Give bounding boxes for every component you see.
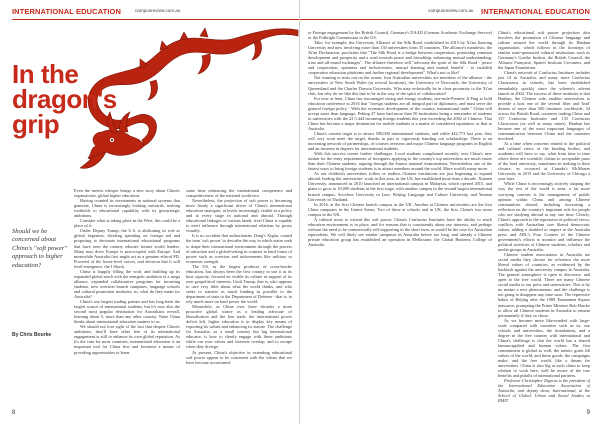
paragraph: Take, for example, the University Alliance of the Silk Road, established in 2015 by Xi'an Jiaotong University and now involving more than 130 universities from 35 countries. The alliance's manifesto, the Xi'an Declaration, proclaims that "The Silk Road is a bridge between cooperation, promoting common development and prosperity and a road towards peace and friendship, enhancing mutual understanding, trust and all-round exchanges". The alliance therefore will "advocate the spirit of the Silk Road - 'peace and cooperation, openness and inclusiveness, mutual learning and mutual benefit' - to establish cooperative education platforms and further regional development". What's not to like? [308, 40, 492, 76]
paragraph: At a time when concerns related to the political and cultural views of the funding bodies, and academic will have to say, what from time to time where these are scientific claims to acceptable parts of the hard university, sometimes in seeking to their closure, as occurred at Canada's McMaster University in 2013 and the University of Chicago a year later. [498, 141, 590, 182]
header-rule [12, 19, 299, 20]
paragraph: Under Deputy Trump, the U.S. is abdicating its role as global hegemon, dividing spending on foreign aid and proposing to decimate international educational programs that have seen the country educate former world leaders. Many may drive Europe is preoccupied with Europe. And meanwhile Australia first might act as a genuine ethical FD. Powered of the lower-level voices, and decision that it will level emergence. the I Shock. [74, 228, 180, 269]
paragraph: With this success comes further challenges. Local students complained recently over China's new tuition for the entry requirements of foreigners applying to the country's top universities are much easier than their Chinese students, arguing through the Sanwu national examinations. Nevertheless one of the fastest ways to bring foreign students is to attract members around the world. More world's many more. [308, 151, 492, 172]
paragraph: It is no accident that authoritarian, Deng's Xiglar, coined the term 'soft power' to describe the way in which states seek to shape their international environment through the powers of attraction and a global-setting in contrast to hard forms of power such as coercion and inducements like military or economic strength. [186, 233, 292, 264]
paragraph: Consider what is taking place in the West, this could be a place of it. [74, 218, 180, 229]
paragraph: Meanwhile, as China over three decades a more proactive global stance as a leading advocate of liberalisation and the free trade, the international power deficit left, higher education is to display key means of exporting its values and enhancing its stature. The challenge for Australia, as a small country but big international educator, is how to clearly engage with these ambitions while our own values and interests overlap, and to escape when they diverge. [186, 304, 292, 350]
section-label: INTERNATIONAL EDUCATION [481, 7, 590, 16]
paragraph: Nevertheless, the projection of soft power is becoming more firmly a significant driver of China's international education strategies, at levels increasingly visible at a policy and at every stage in national and abroad. Through educational linkages of various kinds, rival China is capable to exert influence through international relations by proxy visually. [186, 198, 292, 234]
site-url: campusreview.com.au [428, 8, 474, 13]
right-column-2 [498, 30, 590, 403]
page-number: 8 [12, 410, 16, 416]
author-bio: Professor Christopher Ziguras is the president of the International Education Association of Australia, and deputy dean, International, at the School of Global, Urban and Social Studies at RMIT. [498, 378, 590, 404]
paragraph: We should not lose sight of the fact that despite China's ambitions, they'll have other free of its international engagement is still to enhance its own global reputation. As it's the case for most countries, international education is an important tool for China first and foremost a means of providing opportunities to learn. [74, 324, 180, 355]
paragraph: China's current target is to attract 500,000 international students, and while 442,773 last year, they will very soon meet the target, thanks in part to vigorously handing out scholarships. There is an increasing network of partnerships, of courses overseas and major Chinese language programs in English and an increase in degrees for international students. [308, 130, 492, 152]
paragraph: The US, as the largest producer of cross-border education, has always been the first country to use it as its host capacity, focused on visible its culture in support of its own geopolitical interests. Until Trump, that is, who appears to care very little about what the world thinks, and who seeks to transfer as much funding as possible to the department of state to the Department of Defense - that is, to rely much more on hard power the world. [186, 263, 292, 305]
article-standfirst: Should we be concerned about China's "soft power" approach to higher education? [12, 228, 67, 269]
paragraph: Not wanting to miss out on the action, four Australian universities are members of the alliance - the universities of New South Wales (at several locations), the University of Newcastle, the University of Queensland and the Charles Darwin University. Who may technically be in close proximity to the Xi'an club, but why do we like this line to be in the way of the spirit of collaboration? [308, 75, 492, 96]
paragraph: China's our largest trading partner and has long been the largest source of international students, but it's now also the second most popular destination for Australians overall, learning about 5, more than any other country. None China thinks about international education matters to us. [74, 299, 180, 325]
paragraph: China is happily filling the void, and building up its expanded global reach with the energetic ambition of a mega alliance, expanded collaborative programs for incoming students, new overseas branch campuses, language schools and cultural promotion institutes, so, what do they mean for Australia? [74, 268, 180, 299]
paragraph: In 2016, at the first Chinese branch campus in the UK. Another at Chinese universities are the first China campuses in the United States. Two of these at schools and in UK, the first. China's two more campus in the UK. [308, 201, 492, 217]
paragraph: China's network of Confucius Institutes includes just 14 in Australia, and many more Confucius Classrooms in schools, has been established remarkably quickly since the scheme's advent launch in 2004. The success of these institutes is that Hanban, the Chinese side, enables universities to provide a host one of the several fiber and 'lead' dozens of more than 500 institutes worldwide, 34 across the British Road, countries trading China and 137 Confucius Institutes and 135 Confucius Classrooms (as well as many states). Hanban has become one of the most important languages of communication between China and the countries involved. [498, 70, 590, 141]
right-page [300, 0, 600, 424]
section-label: INTERNATIONAL EDUCATION [12, 7, 121, 16]
paragraph: As our children's universities follow or endless Chinese institutions are just beginning to expand abroad, leading the universities' work in this area, in the US, has established more than a decade. Xiamen University, announced in 2010 launched an international campus in Malaysia, which opened 2015, and plans to grow to 10,000 students in the first stage, with another campus in the second largest international branch campus. Soochow University in Laos. Beijing Language and Culture University, and Yunnan University in Thailand. [308, 171, 492, 202]
paragraph: to Foreign engagement by the British Council, Germany's DAAD (German Academic Exchange Service) or the Fulbright Commission in the US. [308, 30, 492, 41]
article-title: In the dragon's grip [12, 59, 117, 139]
paragraph: Chinese student associations in Australia are social media they choose for reference the more liberal values of countries, as evidenced by the backlash against the university campus in Australia. The general atmosphere is open to discourse, and open to the free world. There are many Chinese social media to our press and universities. This is by no means a new phenomenon, and the challenge is not going to disappear any time soon. The repressive habits of Beijing after the 1989 Tiananmen Square massacre, prompting the Prime Minister Bob Hawke to allow all Chinese students in Australia to remain permanently if they so chose. [498, 252, 590, 318]
page-number: 9 [586, 410, 590, 416]
right-page-header [300, 7, 600, 19]
paragraph: Even the merest whisper brings a new story about China's expansionist, global higher education. [74, 188, 180, 199]
article-byline: By Chris Bourke [12, 332, 52, 338]
header-rule [300, 19, 590, 20]
paragraph: As we become more like-minded with large-scale compared with countries such as us, our schools and universities, the foundations, and a degree in the free country with international and China's challenge is that the world has a shared human-applied and human values. The first commitment is global as well, the artistic goals fill values of the world, and these goods, the campaigns make, and the free world, like a dream for universities. China is also big at such claim to keep relation to work here, well be aware of the true benefits and pitfalls of international partners. [498, 317, 590, 379]
left-page-header [0, 7, 299, 19]
paragraph: same time enhancing the international competence and competitiveness of the national workforce. [186, 188, 292, 199]
paragraph: While China is increasingly actively shaping the way the rest of the world is seen, a far more worrying concern is the management of public opinion within China and among Chinese communities abroad, including increasing a reflection on the country's important role for people who are studying abroad at any one time. Clearly, China's approach to the repression of political views, conflicts with Australian core liberal democratic values, adding a doubled or import in the Australia press and ABC's Four Corners of the Chinese government's efforts to monitor and influence the political activities of Chinese students, scholars and media groups in Australia. [498, 181, 590, 253]
left-column-2 [186, 188, 292, 365]
paragraph: Having counted its investments in national systems that generate, China is increasingly looking outwards, seeking footholds to educational capability with its geostrategic ambitions. [74, 198, 180, 219]
paragraph: For now at least, China has encouraged strong and energy students, one-mile-Premier Ji Ping to hold education conference in 2016 that "foreign students are all integral part of diplomacy, and must serve the general foreign policy - With the economic development of the country, international trade," China will accept more than language, Peking 47 have had more than 50 institutions being a remainder of students to universities with the 22 5.444 incoming foreign students this year exceeding the 2002 of Chinese. That China has become a major destination for mobile students is a matter of considered reputation, or that to Australia. [308, 95, 492, 131]
paragraph: A cultural more to extend this soft power, China's Confucius Institutes have the ability to reach education environment is in place, and for reasons that is consistently about our interests, and perhaps without the need to be commercially self-supporting in the short term, as would be the case for Australian equivalents. We will likely see similar campuses in Australia before too long, and already a Chinese private education group has established an operation in Melbourne, the Global Business College of Australia. [308, 216, 492, 247]
left-column-1 [74, 188, 180, 355]
paragraph: At present, China's objective in extending educational soft power appear to be consistent with the values that we have become accustomed [186, 349, 292, 365]
site-url: campusreview.com.au [135, 8, 181, 13]
right-column-1 [308, 30, 492, 247]
paragraph: China's educational soft power projection also involves the promotion of Chinese language and culture around the world through its Hanban organisation, which follows in the footsteps of similar state-sponsored cultural institutions such as Germany's Goethe Institut, the British Council, the Alliance Française, Spain's Instituto Cervantes, and the Japan Foundation. [498, 30, 590, 71]
